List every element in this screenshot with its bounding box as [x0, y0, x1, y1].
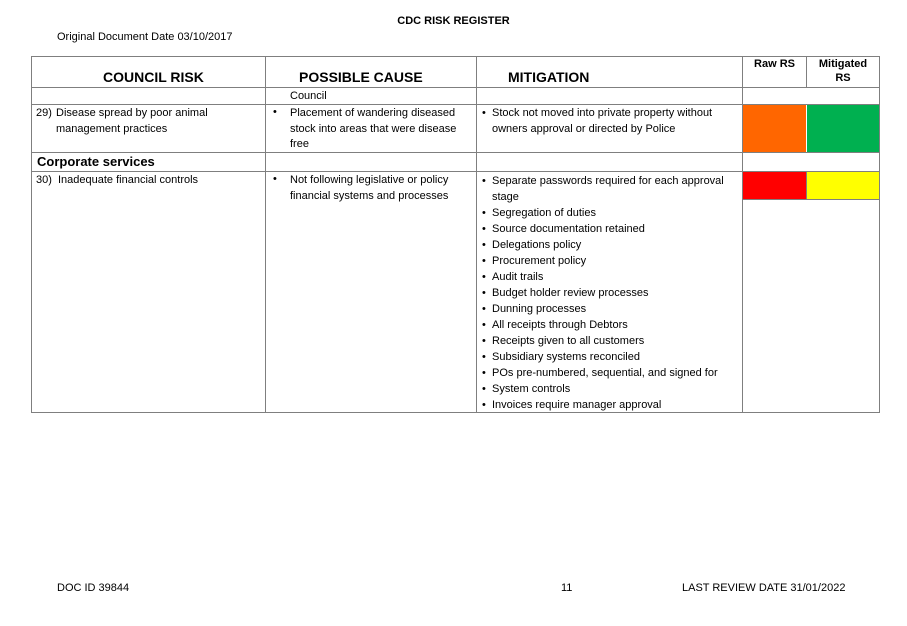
row30-mitigation-item: • Procurement policy — [482, 253, 738, 269]
row30-number: 30) — [36, 174, 52, 186]
row29-raw-rs-swatch — [743, 105, 806, 152]
continued-cause-text: Council — [290, 90, 327, 102]
row30-mitigation-item: • Source documentation retained — [482, 221, 738, 237]
row29-number: 29) — [36, 107, 52, 119]
header-mitigation: MITIGATION — [508, 69, 590, 85]
footer-last-review-date: LAST REVIEW DATE 31/01/2022 — [682, 582, 846, 594]
row30-mitigation-item: • Separate passwords required for each approval stage — [482, 173, 738, 205]
header-divider — [31, 87, 880, 88]
row30-cause — [290, 173, 448, 204]
row30-mitigation-item: • Budget holder review processes — [482, 285, 738, 301]
document-title: CDC RISK REGISTER — [397, 15, 510, 27]
row30-mitigation-item: • All receipts through Debtors — [482, 317, 738, 333]
original-document-date: Original Document Date 03/10/2017 — [57, 31, 233, 43]
row29-mitigation-line1: Stock not moved into private property without — [492, 107, 713, 119]
row30-mitigation-item: • Invoices require manager approval — [482, 397, 738, 413]
column-divider — [476, 56, 477, 413]
row29-mitigation — [482, 106, 712, 137]
row30-cause-line2: financial systems and processes — [290, 189, 449, 202]
row29-cause-bullet: • — [273, 106, 277, 118]
row30-mitigation-item: • Segregation of duties — [482, 205, 738, 221]
header-possible-cause: POSSIBLE CAUSE — [299, 69, 423, 85]
swatch-divider — [806, 172, 807, 199]
table-border-bottom — [31, 412, 880, 413]
row30-mitigation-item: • Delegations policy — [482, 237, 738, 253]
table-border-left — [31, 56, 32, 413]
row29-mitigation-bullet: • — [482, 107, 486, 119]
header-mitigated-rs — [807, 57, 879, 85]
row30-mitigated-rs-swatch — [807, 172, 879, 199]
row30-mitigation-item: • Audit trails — [482, 269, 738, 285]
row29-mitigated-rs-swatch — [807, 105, 879, 152]
row29-risk — [56, 106, 208, 137]
row30-mitigation-list — [482, 173, 738, 413]
header-mitigated-rs-line1: Mitigated — [818, 58, 868, 70]
footer-page-number: 11 — [561, 582, 573, 594]
row29-cause — [290, 106, 456, 153]
table-border-right — [879, 56, 880, 413]
section-heading: Corporate services — [37, 154, 155, 169]
swatch-underline — [743, 199, 879, 200]
row30-raw-rs-swatch — [743, 172, 806, 199]
row30-mitigation-item: • Subsidiary systems reconciled — [482, 349, 738, 365]
header-council-risk: COUNCIL RISK — [103, 69, 204, 85]
row30-cause-bullet: • — [273, 173, 277, 185]
row29-cause-line3: free — [290, 138, 309, 150]
row30-risk: Inadequate financial controls — [58, 174, 199, 186]
column-divider — [265, 56, 266, 413]
row29-risk-line1: Disease spread by poor animal — [56, 107, 208, 119]
row29-mitigation-line2: owners approval or directed by Police — [492, 122, 676, 135]
row30-cause-line1: Not following legislative or policy — [290, 174, 449, 186]
row30-mitigation-item: • POs pre-numbered, sequential, and signed for — [482, 365, 738, 381]
footer-doc-id: DOC ID 39844 — [57, 582, 130, 594]
header-mitigated-rs-line2: RS — [835, 72, 851, 84]
row29-cause-line1: Placement of wandering diseased — [290, 107, 456, 119]
header-raw-rs: Raw RS — [754, 58, 795, 70]
row29-risk-line2: management practices — [56, 122, 168, 135]
row29-cause-line2: stock into areas that were disease — [290, 122, 457, 135]
row30-mitigation-item: • Dunning processes — [482, 301, 738, 317]
row30-mitigation-item: • Receipts given to all customers — [482, 333, 738, 349]
row30-mitigation-item: • System controls — [482, 381, 738, 397]
